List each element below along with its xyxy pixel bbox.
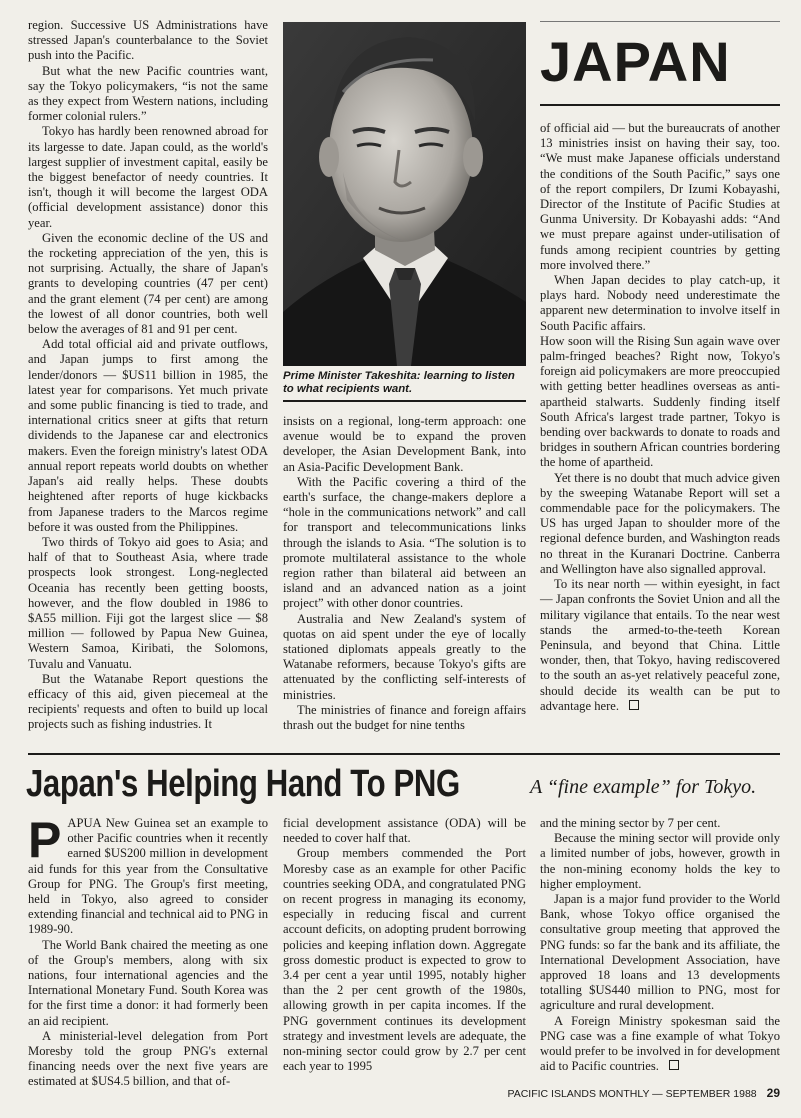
paragraph: ficial development assistance (ODA) will be needed to cover half that. bbox=[283, 816, 526, 846]
portrait-image bbox=[283, 22, 526, 366]
paragraph-text: To its near north — within eyesight, in fact — Japan confronts the Soviet Union and all the military vigilance that entails. To the near west stands the armed-to-the-teeth Korean Peninsula, and beyond that China. Little wonder, then, that Tokyo, having rediscovered to the south an as-yet relatively peaceful zone, should decide its wealth can be put to advantage here. bbox=[540, 577, 780, 713]
paragraph: But the Watanabe Report questions the efficacy of this aid, given piecemeal at the recipients' requests and often to build up local projects such as fishing industries. It bbox=[28, 671, 268, 732]
paragraph: The ministries of finance and foreign affairs thrash out the budget for nine tenths bbox=[283, 702, 526, 733]
paragraph: Australia and New Zealand's system of quotas on aid spent under the eye of locally stationed diplomats appeals greatly to the Watanabe reformers, because Tokyo's gifts are attenuated by the conflicting self-interests of ministries. bbox=[283, 611, 526, 702]
paragraph-text: APUA New Guinea set an example to other Pacific countries when it recently earned $US200 million in development aid funds for this year from the Consultative Group for PNG. The Group's first meeting, held in Tokyo, also agreed to consider extending financial and technical aid to PNG in 1989-90. bbox=[28, 816, 268, 937]
article-standfirst: A “fine example” for Tokyo. bbox=[530, 776, 757, 798]
section-rule-bottom bbox=[540, 104, 780, 106]
end-of-article-icon bbox=[629, 700, 639, 710]
paragraph: Two thirds of Tokyo aid goes to Asia; and half of that to Southeast Asia, where trade prospects look strongest. Long-neglected Oceania has recently been getting boosts, however, and the flow doubled in 1986 to $A55 million. Fiji got the largest slice — $8 million — followed by Papua New Guinea, Western Samoa, Kiribati, the Solomons, Tuvalu and Vanuatu. bbox=[28, 534, 268, 671]
photo-caption: Prime Minister Takeshita: learning to listen to what recipients want. bbox=[283, 370, 515, 395]
paragraph: With the Pacific covering a third of the earth's surface, the change-makers deplore a “hole in the communications network” and call for transport and telecommunications links through the islands to Asia. “The solution is to promote multilateral assistance to the whole region rather than bilateral aid between an island and an advanced nation as a joint project” with other donor countries. bbox=[283, 474, 526, 611]
section-rule-top bbox=[540, 21, 780, 22]
paragraph: The World Bank chaired the meeting as one of the Group's members, along with six nations, four international agencies and the International Monetary Fund. South Korea was for the first time a donor: it had formerly been an aid recipient. bbox=[28, 937, 268, 1028]
paragraph: Japan is a major fund provider to the World Bank, whose Tokyo office organised the consultative group meeting that approved the PNG funds: so far the bank and its affiliate, the International Development Association, have approved 18 loans and 13 developments totalling $US440 million to PNG, most for agriculture and rural development. bbox=[540, 892, 780, 1013]
page-number: 29 bbox=[766, 1086, 780, 1100]
paragraph: A ministerial-level delegation from Port Moresby told the group PNG's external financing needs over the next five years are estimated at $US4.5 billion, and that of- bbox=[28, 1028, 268, 1089]
lead-paragraph bbox=[28, 812, 268, 938]
article-divider bbox=[28, 753, 780, 755]
section-title: JAPAN bbox=[540, 30, 731, 93]
article-column-1 bbox=[28, 18, 268, 733]
publication-line: PACIFIC ISLANDS MONTHLY — SEPTEMBER 1988 bbox=[507, 1088, 757, 1100]
portrait-photo bbox=[283, 22, 526, 366]
paragraph: Because the mining sector will provide only a limited number of jobs, however, growth in the non-mining economy holds the key to higher employment. bbox=[540, 831, 780, 891]
paragraph: How soon will the Rising Sun again wave over palm-fringed beaches? Right now, Tokyo's foreign aid policymakers are more preoccupied with getting better headlines overseas as anti-apartheid stalwarts. Suddenly finding itself South Africa's largest trade partner, Tokyo is bending over backwards to donate to roads and bridges in southern African countries bordering the home of apartheid. bbox=[540, 333, 780, 470]
end-of-article-icon bbox=[669, 1060, 679, 1070]
paragraph bbox=[540, 577, 780, 714]
article-column-3 bbox=[540, 816, 780, 1074]
article-column-3 bbox=[540, 121, 780, 714]
paragraph bbox=[540, 1014, 780, 1075]
paragraph: But what the new Pacific countries want, say the Tokyo policymakers, “is not the same as they expect from Western nations, including former colonial rulers.” bbox=[28, 63, 268, 124]
drop-cap: P bbox=[28, 812, 62, 868]
article-column-2 bbox=[283, 414, 526, 733]
paragraph: Add total official aid and private outflows, and Japan jumps to first among the lender/donors — $US11 billion in 1985, the latest year for comparisons. Yet much private and some public financing is tied to trade, and international critics sneer at gifts that return dividends to the Japanese car and electronics makers. Even the foreign ministry's latest ODA annual report repeats world doubts on whether Japan's aid really helps. These doubts heightened after reports of huge kickbacks from Japanese traders to the Marcos regime before it was ousted from the Philippines. bbox=[28, 337, 268, 534]
page-footer bbox=[430, 1086, 780, 1101]
article-column-1 bbox=[28, 812, 268, 1090]
paragraph-text: A Foreign Ministry spokesman said the PNG case was a fine example of what Tokyo would prefer to be involved in for development aid to Pacific countries. bbox=[540, 1013, 780, 1074]
paragraph: Tokyo has hardly been renowned abroad for its largesse to date. Japan could, as the world's largest supplier of investment capital, easily be the biggest benefactor of needy countries. It isn't, though it will become the largest ODA (official development assistance) donor this year. bbox=[28, 124, 268, 230]
paragraph: insists on a regional, long-term approach: one avenue would be to expand the proven developer, the Asian Development Bank, into an Asia-Pacific Development Bank. bbox=[283, 414, 526, 474]
paragraph: region. Successive US Administrations have stressed Japan's counterbalance to the Soviet push into the Pacific. bbox=[28, 18, 268, 63]
paragraph: Group members commended the Port Moresby case as an example for other Pacific countries seeking ODA, and congratulated PNG on recent progress in managing its economy, especially in reducing fiscal and current account deficits, on adopting prudent borrowing policies and keeping inflation down. Aggregate gross domestic product is expected to grow to 3.4 per cent a year until 1995, notably higher than the 2 per cent growth of the 1980s, allowing growth in per capita incomes. If the PNG government continues its development strategy and investment levels are adequate, the non-mining sector could grow by 2.7 per cent each year to 1995 bbox=[283, 846, 526, 1074]
paragraph: Yet there is no doubt that much advice given by the sweeping Watanabe Report will set a commendable pace for the policymakers. The US has urged Japan to shoulder more of the regional defence burden, and Washington reads no threat in the Kuranari Doctrine. Canberra and Wellington have also signalled approval. bbox=[540, 470, 780, 576]
paragraph: When Japan decides to play catch-up, it plays hard. Nobody need underestimate the apparent new determination to involve itself in South Pacific affairs. bbox=[540, 273, 780, 333]
article-column-2 bbox=[283, 816, 526, 1074]
paragraph: of official aid — but the bureaucrats of another 13 ministries insist on having their say, too. “We must make Japanese officials understand the conditions of the South Pacific,” says one of the report compilers, Dr Izumi Kobayashi, Director of the Institute of Pacific Studies at Gunma University. Dr Kobayashi adds: “And we must prepare against under-utilisation of funds among recipient countries by getting more involved there.” bbox=[540, 121, 780, 272]
article-headline: Japan's Helping Hand To PNG bbox=[26, 763, 460, 805]
paragraph: and the mining sector by 7 per cent. bbox=[540, 816, 721, 830]
caption-divider bbox=[283, 400, 526, 402]
paragraph: Given the economic decline of the US and the rocketing appreciation of the yen, this is not surprising. Actually, the share of Japan's grants to developing countries (47 per cent) and the grant element (74 per cent) are among the lowest of all donor countries, both well below the averages of 81 and 91 per cent. bbox=[28, 230, 268, 337]
